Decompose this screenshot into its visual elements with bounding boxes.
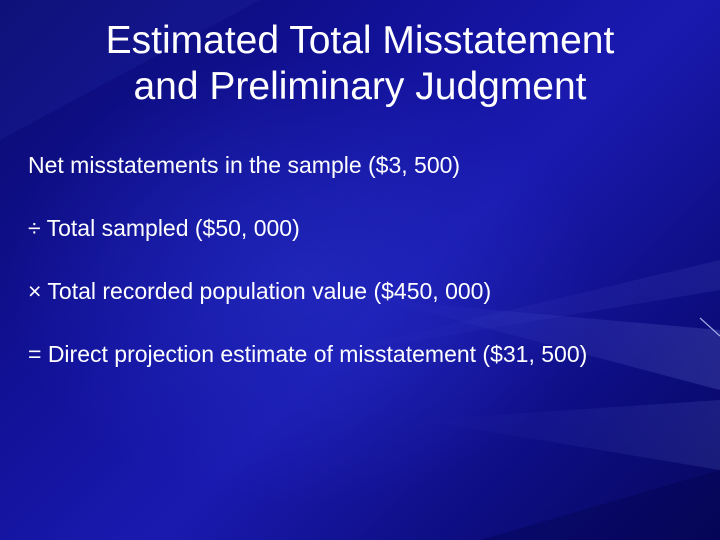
slide-title-line-1: Estimated Total Misstatement xyxy=(105,19,615,62)
projection-estimate-line: = Direct projection estimate of misstatement ($31, 500) xyxy=(28,341,588,367)
calculation-lines xyxy=(28,150,718,369)
net-misstatements-line: Net misstatements in the sample ($3, 500) xyxy=(28,152,461,178)
total-sampled-line: ÷ Total sampled ($50, 000) xyxy=(28,215,300,241)
slide-title xyxy=(0,18,720,110)
population-value-line: × Total recorded population value ($450, 000) xyxy=(28,278,492,304)
slide-title-line-2: and Preliminary Judgment xyxy=(133,65,587,108)
